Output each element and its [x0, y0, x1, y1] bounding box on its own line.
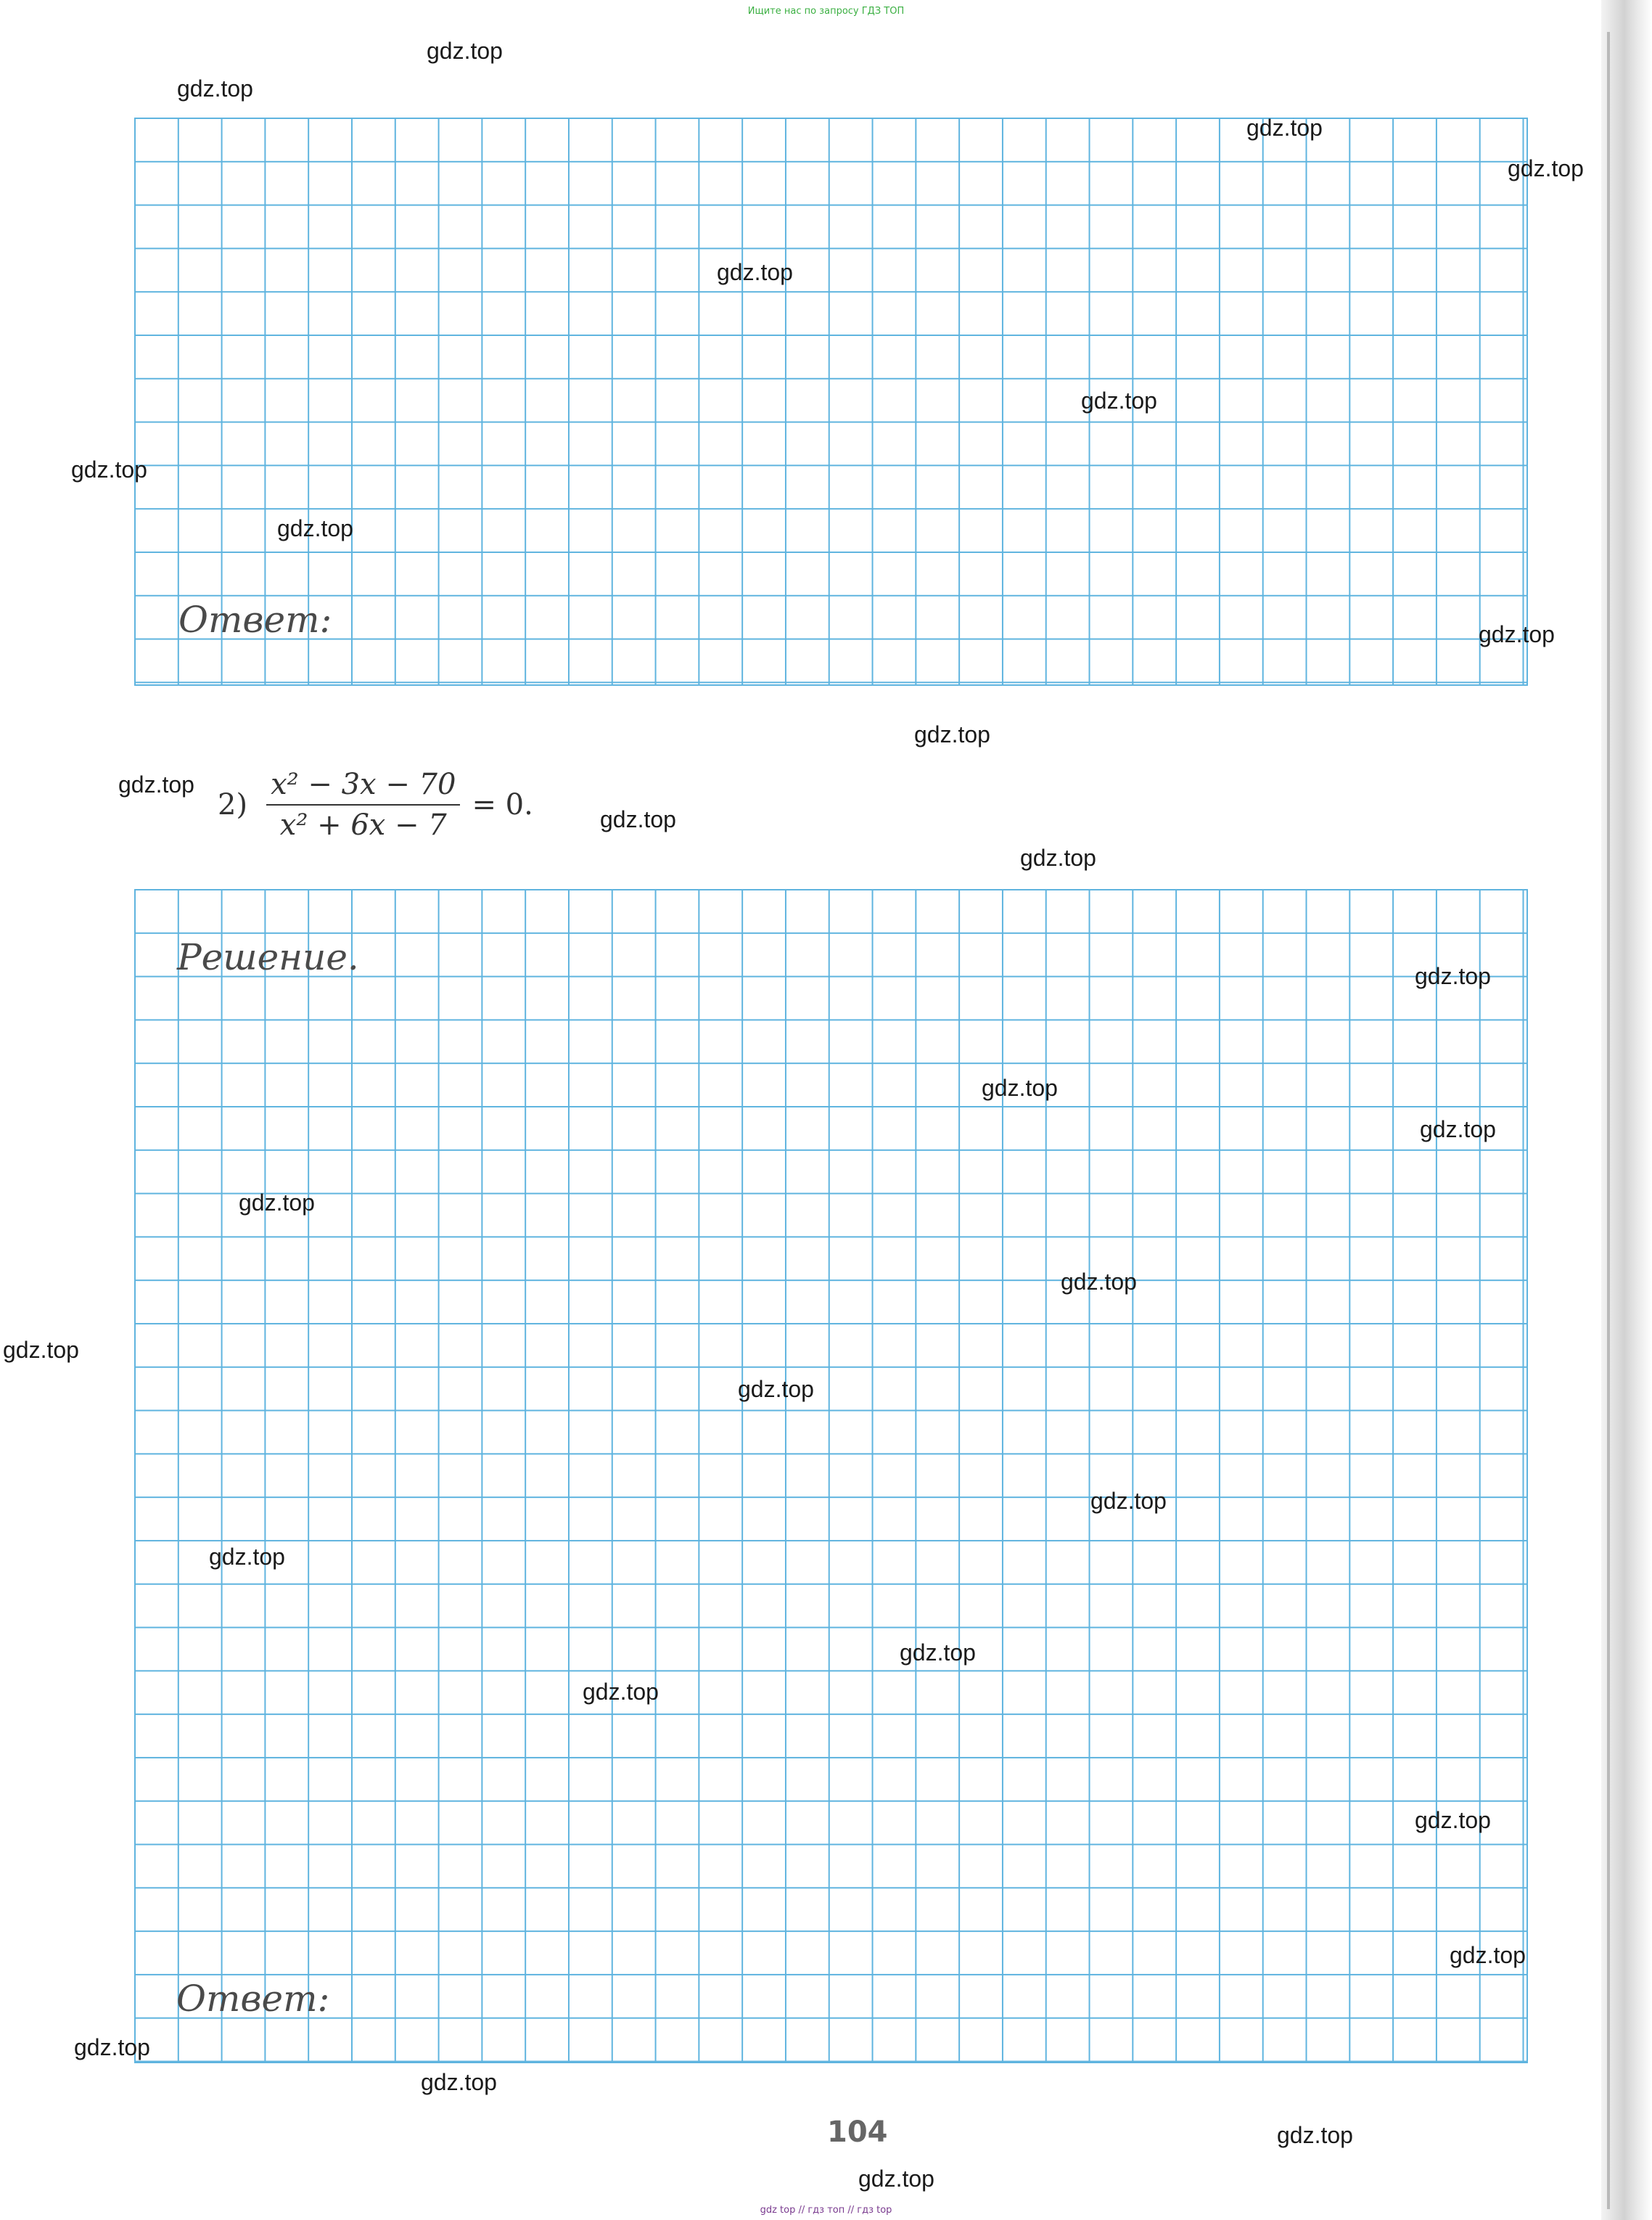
watermark: gdz.top — [3, 1337, 79, 1363]
watermark: gdz.top — [421, 2069, 497, 2095]
watermark: gdz.top — [982, 1075, 1058, 1101]
watermark: gdz.top — [118, 771, 194, 798]
watermark: gdz.top — [177, 75, 253, 102]
watermark: gdz.top — [914, 721, 990, 747]
watermark: gdz.top — [277, 515, 353, 541]
watermark: gdz.top — [858, 2166, 934, 2192]
watermark: gdz.top — [600, 806, 676, 832]
task-2-equation — [218, 768, 533, 842]
solution-label: Решение. — [177, 936, 359, 978]
answer-label-1: Ответ: — [178, 599, 332, 641]
watermark: gdz.top — [1020, 845, 1096, 871]
watermark: gdz.top — [1479, 621, 1555, 647]
watermark: gdz.top — [583, 1679, 659, 1705]
watermark: gdz.top — [239, 1189, 315, 1216]
watermark: gdz.top — [71, 456, 147, 483]
solution-grid-2[interactable] — [134, 889, 1528, 2063]
fraction-denominator: x² + 6x − 7 — [279, 808, 447, 842]
watermark: gdz.top — [738, 1376, 814, 1402]
equation-rhs: = 0. — [472, 788, 533, 822]
footer-banner: gdz top // гдз топ // гдз top — [760, 2205, 892, 2216]
watermark: gdz.top — [1277, 2122, 1353, 2148]
watermark: gdz.top — [717, 259, 793, 285]
task-number: 2) — [218, 788, 248, 822]
watermark: gdz.top — [1081, 388, 1157, 414]
page-number: 104 — [827, 2115, 888, 2149]
answer-label-2: Ответ: — [176, 1978, 330, 2020]
watermark: gdz.top — [1061, 1269, 1137, 1295]
page-edge — [1607, 32, 1610, 2209]
answer-grid-1[interactable] — [134, 118, 1528, 686]
watermark: gdz.top — [900, 1639, 976, 1666]
fraction-numerator: x² − 3x − 70 — [266, 768, 460, 806]
fraction — [266, 768, 460, 842]
watermark: gdz.top — [1420, 1116, 1496, 1142]
watermark: gdz.top — [209, 1544, 285, 1570]
watermark: gdz.top — [1246, 115, 1323, 141]
watermark: gdz.top — [1415, 1807, 1491, 1833]
watermark: gdz.top — [1508, 155, 1584, 181]
watermark: gdz.top — [1090, 1488, 1167, 1514]
top-banner: Ищите нас по запросу ГДЗ ТОП — [747, 6, 905, 17]
watermark: gdz.top — [1450, 1942, 1526, 1968]
watermark: gdz.top — [427, 38, 503, 64]
watermark: gdz.top — [74, 2034, 150, 2060]
watermark: gdz.top — [1415, 963, 1491, 989]
